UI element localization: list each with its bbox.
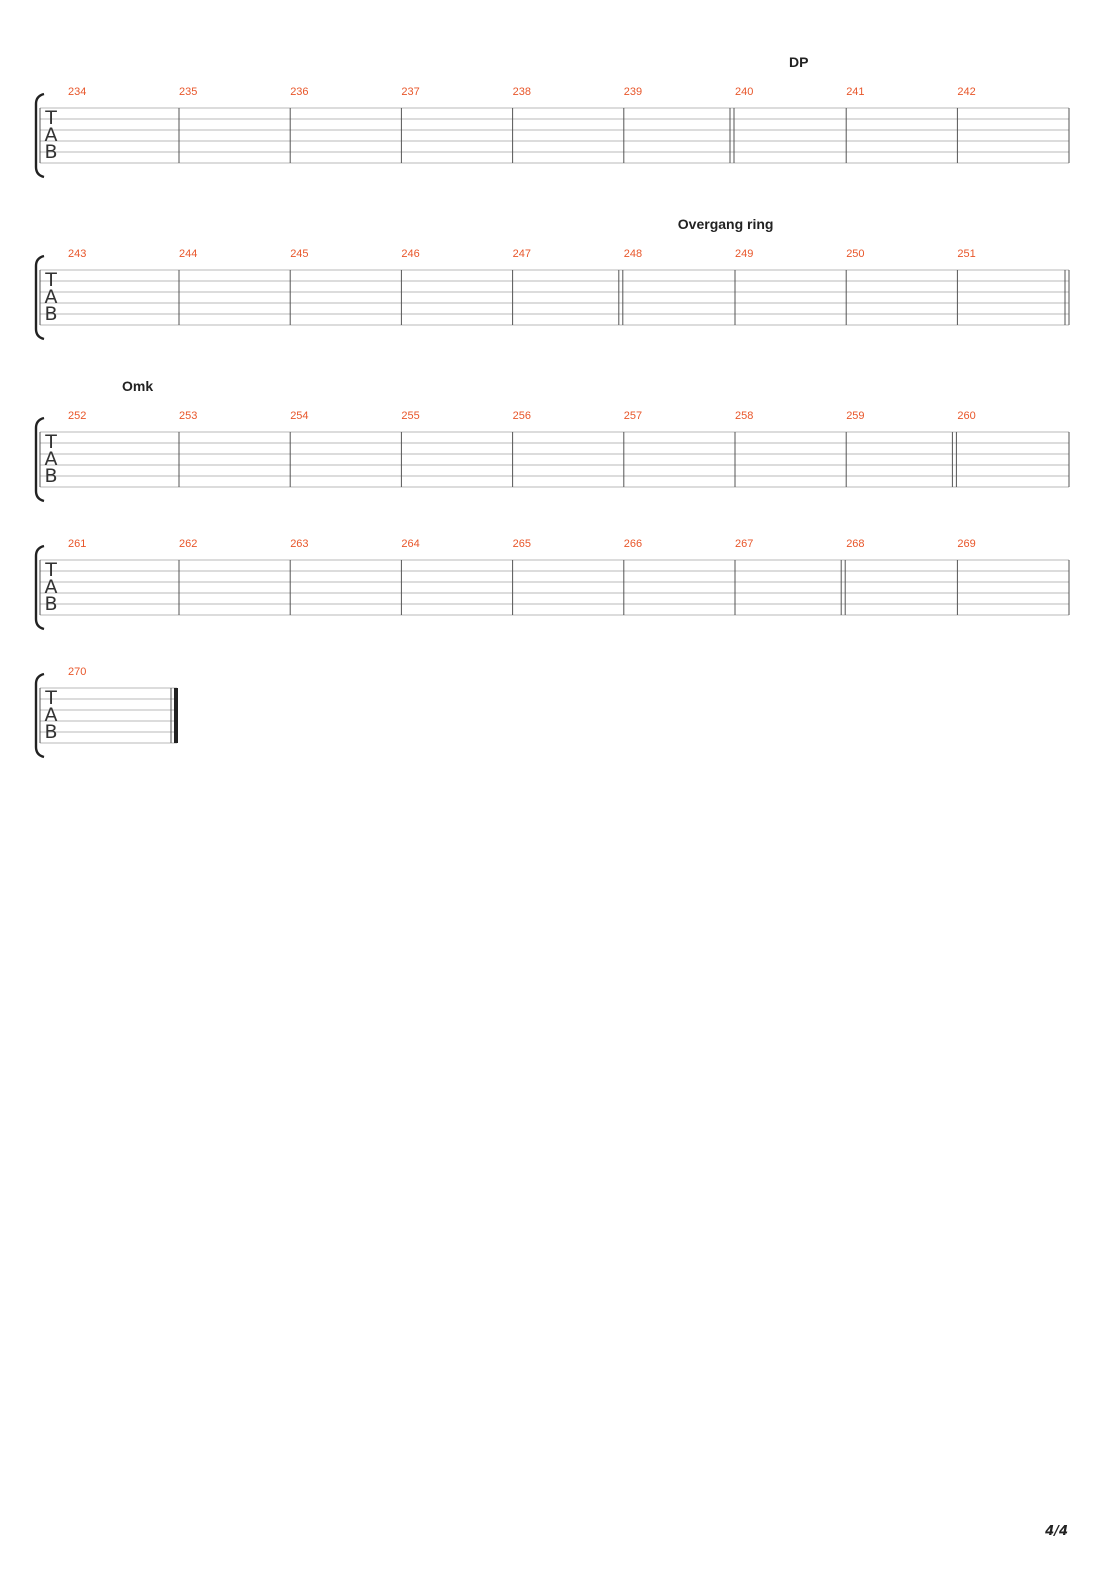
tab-clef-b: B <box>44 465 58 487</box>
measure-number: 237 <box>401 86 420 98</box>
measure-number: 245 <box>290 248 309 260</box>
tab-clef-a: A <box>44 704 58 726</box>
measure-number: 242 <box>957 86 976 98</box>
measure-number: 243 <box>68 248 87 260</box>
tab-clef-a: A <box>44 286 58 308</box>
measure-number: 263 <box>290 538 309 550</box>
measure-number: 261 <box>68 538 87 550</box>
section-label: Omk <box>122 378 154 394</box>
measure-number: 270 <box>68 666 87 678</box>
measure-number: 266 <box>623 538 643 550</box>
section-label: DP <box>789 54 809 70</box>
tab-clef-a: A <box>44 124 58 146</box>
measure-number: 251 <box>957 248 976 260</box>
measure-number: 239 <box>623 86 643 98</box>
measure-number: 256 <box>512 410 531 422</box>
measure-number: 246 <box>401 248 420 260</box>
measure-number: 268 <box>846 538 865 550</box>
measure-number: 249 <box>735 248 754 260</box>
measure-number: 236 <box>290 86 309 98</box>
measure-number: 235 <box>179 86 198 98</box>
measure-number: 264 <box>401 538 420 550</box>
page-number: 4/4 <box>1045 1524 1068 1539</box>
tab-clef-t: T <box>45 687 57 709</box>
measure-number: 253 <box>179 410 198 422</box>
measure-number: 252 <box>68 410 87 422</box>
measure-number: 255 <box>401 410 420 422</box>
measure-number: 250 <box>846 248 865 260</box>
tab-clef-t: T <box>45 431 57 453</box>
tab-clef-b: B <box>44 303 58 325</box>
tab-clef-t: T <box>45 559 57 581</box>
measure-number: 238 <box>512 86 531 98</box>
measure-number: 267 <box>735 538 754 550</box>
measure-number: 254 <box>290 410 309 422</box>
measure-number: 234 <box>68 86 87 98</box>
tab-clef-b: B <box>44 721 58 743</box>
tab-clef-t: T <box>45 269 57 291</box>
tab-clef-b: B <box>44 593 58 615</box>
measure-number: 259 <box>846 410 865 422</box>
section-label: Overgang ring <box>677 216 774 232</box>
tab-clef-a: A <box>44 576 58 598</box>
measure-number: 248 <box>623 248 643 260</box>
measure-number: 260 <box>957 410 976 422</box>
measure-number: 247 <box>512 248 531 260</box>
measure-number: 257 <box>623 410 643 422</box>
measure-number: 240 <box>735 86 754 98</box>
measure-number: 241 <box>846 86 865 98</box>
tab-clef-b: B <box>44 141 58 163</box>
measure-number: 262 <box>179 538 198 550</box>
measure-number: 269 <box>957 538 976 550</box>
measure-number: 244 <box>179 248 198 260</box>
measure-number: 258 <box>735 410 754 422</box>
tab-clef-a: A <box>44 448 58 470</box>
measure-number: 265 <box>512 538 531 550</box>
tab-clef-t: T <box>45 107 57 129</box>
